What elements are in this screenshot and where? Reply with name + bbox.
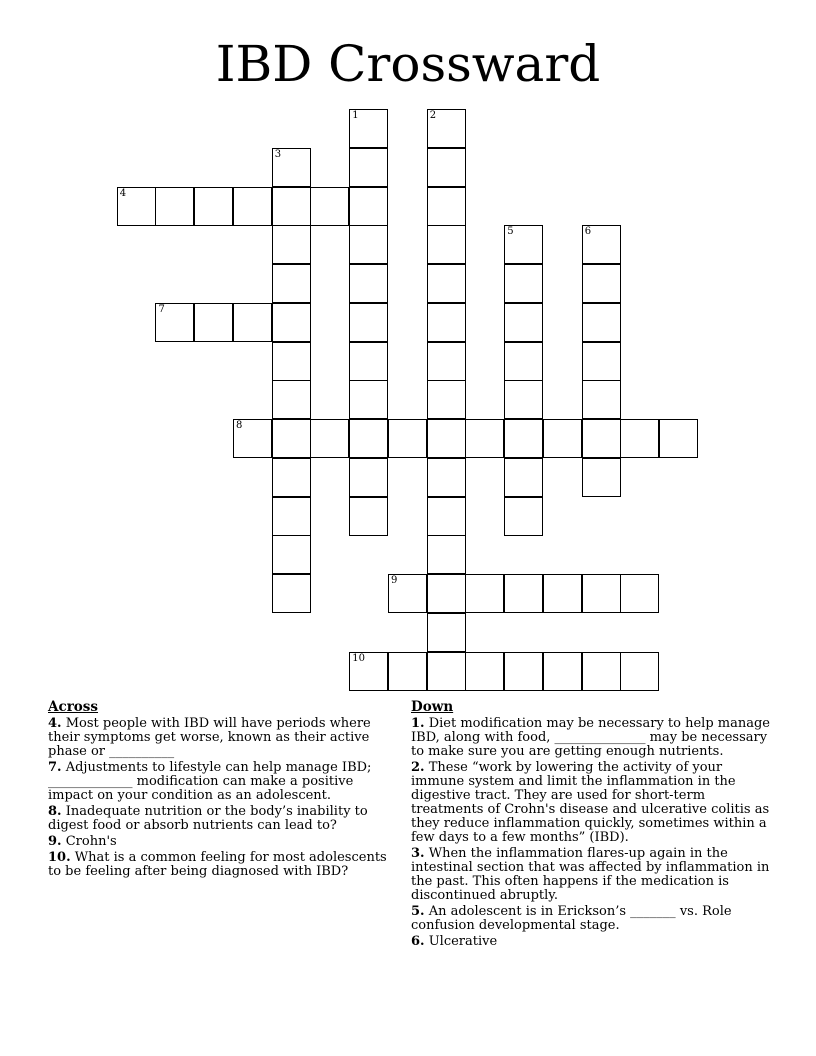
crossword-cell[interactable]: [582, 342, 621, 381]
clue-text: An adolescent is in Erickson’s _______ vs. Role confusion developmental stage.: [411, 904, 732, 933]
crossword-cell[interactable]: [620, 419, 659, 458]
clue-text: What is a common feeling for most adolescents to be feeling after being diagnosed with IBD?: [48, 850, 387, 879]
across-clues: [48, 700, 393, 881]
crossword-cell[interactable]: [272, 342, 311, 381]
crossword-cell[interactable]: [620, 652, 659, 691]
crossword-cell[interactable]: [349, 264, 388, 303]
crossword-cell[interactable]: [272, 225, 311, 264]
crossword-cell[interactable]: [620, 574, 659, 613]
down-clues: [411, 700, 771, 951]
clue-down-5: [411, 905, 771, 933]
clue-across-7: [48, 761, 393, 803]
crossword-cell[interactable]: [427, 109, 466, 148]
crossword-cell[interactable]: [427, 148, 466, 187]
crossword-cell[interactable]: [194, 303, 233, 342]
crossword-cell[interactable]: [504, 652, 543, 691]
crossword-cell[interactable]: [582, 419, 621, 458]
crossword-cell[interactable]: [543, 574, 582, 613]
crossword-cell[interactable]: [504, 574, 543, 613]
cell-number: 10: [352, 652, 365, 664]
crossword-cell[interactable]: [582, 652, 621, 691]
crossword-cell[interactable]: [388, 419, 427, 458]
across-heading: Across: [48, 699, 99, 715]
crossword-cell[interactable]: [349, 225, 388, 264]
clue-number: 10.: [48, 850, 71, 865]
crossword-cell[interactable]: [504, 380, 543, 419]
crossword-cell[interactable]: [504, 497, 543, 536]
clue-across-9: [48, 835, 393, 849]
crossword-cell[interactable]: [582, 574, 621, 613]
crossword-cell[interactable]: [582, 264, 621, 303]
cell-number: 3: [274, 148, 282, 160]
clue-number: 3.: [411, 846, 425, 861]
crossword-cell[interactable]: [155, 303, 194, 342]
crossword-cell[interactable]: [504, 342, 543, 381]
clue-across-8: [48, 805, 393, 833]
crossword-cell[interactable]: [659, 419, 698, 458]
crossword-cell[interactable]: [349, 303, 388, 342]
crossword-cell[interactable]: [349, 652, 388, 691]
crossword-cell[interactable]: [582, 225, 621, 264]
crossword-cell[interactable]: [349, 497, 388, 536]
cell-number: 4: [119, 187, 127, 199]
crossword-cell[interactable]: [427, 187, 466, 226]
clue-text: These “work by lowering the activity of your immune system and limit the inflammation in the digestive tract. They are used for short-term treatments of Crohn's disease and ulcerative colitis as they reduce inflammation quickly, sometimes within a few days to a few months” (IBD).: [411, 760, 770, 845]
crossword-cell[interactable]: [504, 264, 543, 303]
crossword-cell[interactable]: [427, 342, 466, 381]
crossword-cell[interactable]: [543, 419, 582, 458]
clue-number: 1.: [411, 716, 425, 731]
crossword-cell[interactable]: [427, 574, 466, 613]
crossword-cell[interactable]: [465, 652, 504, 691]
crossword-cell[interactable]: [349, 148, 388, 187]
clue-down-2: [411, 761, 771, 845]
cell-number: 2: [429, 110, 437, 122]
cell-number: 1: [352, 110, 359, 122]
crossword-cell[interactable]: [427, 497, 466, 536]
cell-number: 8: [235, 420, 243, 432]
cell-number: 9: [390, 575, 398, 587]
crossword-cell[interactable]: [388, 574, 427, 613]
clue-down-3: [411, 847, 771, 903]
clue-text: Ulcerative: [428, 934, 498, 949]
crossword-cell[interactable]: [427, 419, 466, 458]
crossword-cell[interactable]: [117, 187, 156, 226]
crossword-cell[interactable]: [582, 303, 621, 342]
crossword-cell[interactable]: [349, 419, 388, 458]
crossword-cell[interactable]: [465, 574, 504, 613]
down-heading: Down: [411, 699, 454, 715]
crossword-cell[interactable]: [504, 303, 543, 342]
crossword-cell[interactable]: [272, 574, 311, 613]
crossword-cell[interactable]: [272, 187, 311, 226]
crossword-cell[interactable]: [272, 380, 311, 419]
crossword-cell[interactable]: [272, 264, 311, 303]
clue-number: 9.: [48, 834, 62, 849]
crossword-cell[interactable]: [194, 187, 233, 226]
clue-number: 5.: [411, 904, 425, 919]
clue-text: When the inflammation flares-up again in the intestinal section that was affected by inflammation in the past. This often happens if the medication is discontinued abruptly.: [411, 846, 770, 903]
crossword-cell[interactable]: [427, 225, 466, 264]
crossword-cell[interactable]: [465, 419, 504, 458]
crossword-cell[interactable]: [272, 458, 311, 497]
clue-down-1: [411, 717, 771, 759]
page-title: IBD Crossward: [215, 35, 601, 93]
crossword-cell[interactable]: [427, 613, 466, 652]
crossword-cell[interactable]: [349, 458, 388, 497]
clue-across-4: [48, 717, 393, 759]
clue-text: Adjustments to lifestyle can help manage IBD; _____________ modification can make a positive impact on your condition as an adolescent.: [48, 760, 372, 803]
clue-number: 4.: [48, 716, 62, 731]
crossword-cell[interactable]: [582, 380, 621, 419]
cell-number: 5: [507, 226, 514, 238]
crossword-cell[interactable]: [427, 535, 466, 574]
crossword-cell[interactable]: [272, 148, 311, 187]
crossword-cell[interactable]: [427, 652, 466, 691]
clue-text: Diet modification may be necessary to help manage IBD, along with food, ______________ may be necessary to make sure you are getting enough nutrients.: [411, 716, 771, 759]
crossword-cell[interactable]: [155, 187, 194, 226]
crossword-cell[interactable]: [349, 187, 388, 226]
crossword-cell[interactable]: [427, 458, 466, 497]
crossword-cell[interactable]: [272, 303, 311, 342]
clue-number: 6.: [411, 934, 425, 949]
crossword-cell[interactable]: [427, 380, 466, 419]
crossword-cell[interactable]: [310, 187, 349, 226]
clue-across-10: [48, 851, 393, 879]
clue-number: 7.: [48, 760, 62, 775]
cell-number: 7: [158, 303, 165, 315]
clue-number: 2.: [411, 760, 425, 775]
crossword-cell[interactable]: [349, 342, 388, 381]
crossword-cell[interactable]: [388, 652, 427, 691]
crossword-cell[interactable]: [272, 535, 311, 574]
crossword-cell[interactable]: [233, 419, 272, 458]
crossword-cell[interactable]: [582, 458, 621, 497]
crossword-cell[interactable]: [427, 264, 466, 303]
crossword-cell[interactable]: [310, 419, 349, 458]
clue-text: Crohn's: [65, 834, 117, 849]
crossword-cell[interactable]: [504, 419, 543, 458]
clue-text: Most people with IBD will have periods where their symptoms get worse, known as their active phase or __________: [48, 716, 371, 759]
crossword-cell[interactable]: [504, 458, 543, 497]
crossword-cell[interactable]: [504, 225, 543, 264]
crossword-cell[interactable]: [272, 497, 311, 536]
cell-number: 6: [584, 226, 592, 238]
clue-number: 8.: [48, 804, 62, 819]
crossword-cell[interactable]: [543, 652, 582, 691]
crossword-cell[interactable]: [233, 187, 272, 226]
crossword-cell[interactable]: [349, 380, 388, 419]
clue-down-6: [411, 935, 771, 949]
clue-text: Inadequate nutrition or the body’s inability to digest food or absorb nutrients can lead to?: [48, 804, 368, 833]
crossword-cell[interactable]: [349, 109, 388, 148]
crossword-cell[interactable]: [427, 303, 466, 342]
crossword-cell[interactable]: [233, 303, 272, 342]
crossword-cell[interactable]: [272, 419, 311, 458]
